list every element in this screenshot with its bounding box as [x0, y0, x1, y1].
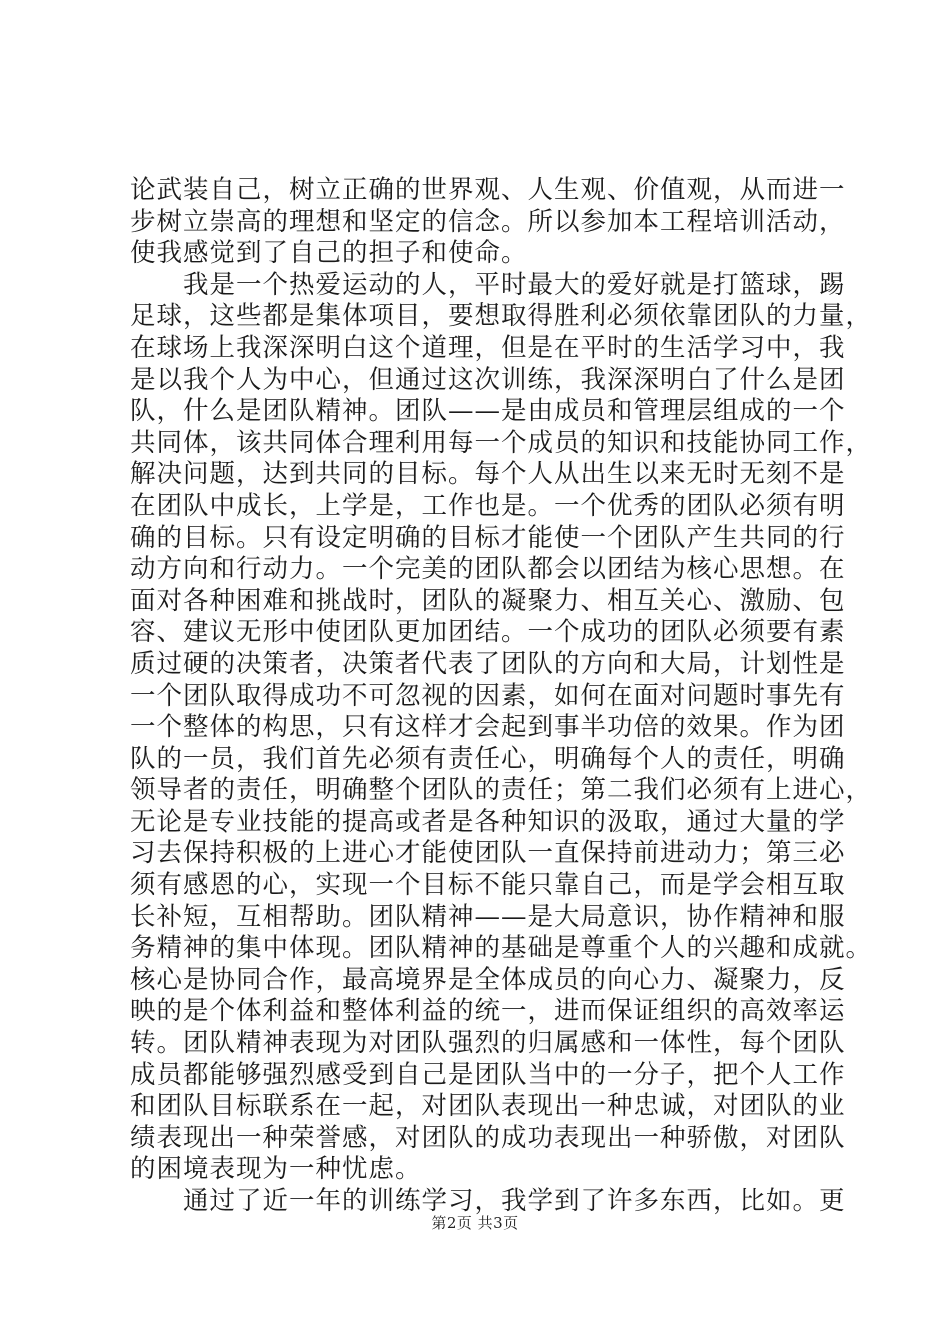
text-line: 步树立崇高的理想和坚定的信念。所以参加本工程培训活动，: [130, 206, 846, 237]
text-line: 映的是个体利益和整体利益的统一，进而保证组织的高效率运: [130, 996, 846, 1027]
text-line: 通过了近一年的训练学习，我学到了许多东西，比如。更: [130, 1186, 846, 1216]
text-line: 我是一个热爱运动的人，平时最大的爱好就是打篮球，踢: [130, 269, 846, 300]
text-line: 一个整体的构思，只有这样才会起到事半功倍的效果。作为团: [130, 712, 846, 743]
text-line: 质过硬的决策者，决策者代表了团队的方向和大局，计划性是: [130, 648, 846, 679]
text-line: 一个团队取得成功不可忽视的因素，如何在面对问题时事先有: [130, 680, 846, 711]
text-line: 的困境表现为一种忧虑。: [130, 1154, 422, 1185]
text-line: 是以我个人为中心，但通过这次训练，我深深明白了什么是团: [130, 364, 846, 395]
text-line: 领导者的责任，明确整个团队的责任；第二我们必须有上进心，: [130, 775, 873, 806]
text-line: 队的一员，我们首先必须有责任心，明确每个人的责任，明确: [130, 743, 846, 774]
text-line: 足球，这些都是集体项目，要想取得胜利必须依靠团队的力量，: [130, 301, 873, 332]
page-number-footer: 第2页 共3页: [431, 1214, 519, 1232]
text-line: 和团队目标联系在一起，对团队表现出一种忠诚，对团队的业: [130, 1091, 846, 1122]
text-line: 队，什么是团队精神。团队——是由成员和管理层组成的一个: [130, 396, 846, 427]
text-line: 在球场上我深深明白这个道理，但是在平时的生活学习中，我: [130, 332, 846, 363]
text-line: 解决问题，达到共同的目标。每个人从出生以来无时无刻不是: [130, 459, 846, 490]
text-line: 须有感恩的心，实现一个目标不能只靠自己，而是学会相互取: [130, 870, 846, 901]
text-line: 容、建议无形中使团队更加团结。一个成功的团队必须要有素: [130, 617, 846, 648]
text-line: 务精神的集中体现。团队精神的基础是尊重个人的兴趣和成就。: [130, 933, 873, 964]
text-line: 核心是协同合作，最高境界是全体成员的向心力、凝聚力，反: [130, 964, 846, 995]
text-line: 共同体，该共同体合理利用每一个成员的知识和技能协同工作，: [130, 427, 873, 458]
text-line: 在团队中成长，上学是，工作也是。一个优秀的团队必须有明: [130, 490, 846, 521]
text-line: 使我感觉到了自己的担子和使命。: [130, 238, 528, 269]
text-line: 面对各种困难和挑战时，团队的凝聚力、相互关心、激励、包: [130, 585, 846, 616]
text-line: 习去保持积极的上进心才能使团队一直保持前进动力；第三必: [130, 838, 846, 869]
text-line: 长补短，互相帮助。团队精神——是大局意识，协作精神和服: [130, 901, 846, 932]
body-text: [130, 175, 873, 1218]
text-line: 成员都能够强烈感受到自己是团队当中的一分子，把个人工作: [130, 1059, 846, 1090]
text-line: 动方向和行动力。一个完美的团队都会以团结为核心思想。在: [130, 554, 846, 585]
text-line: 确的目标。只有设定明确的目标才能使一个团队产生共同的行: [130, 522, 846, 553]
text-line: 转。团队精神表现为对团队强烈的归属感和一体性，每个团队: [130, 1028, 846, 1059]
text-line: 无论是专业技能的提高或者是各种知识的汲取，通过大量的学: [130, 806, 846, 837]
text-line: 绩表现出一种荣誉感，对团队的成功表现出一种骄傲，对团队: [130, 1122, 846, 1153]
text-line: 论武装自己，树立正确的世界观、人生观、价值观，从而进一: [130, 175, 846, 205]
